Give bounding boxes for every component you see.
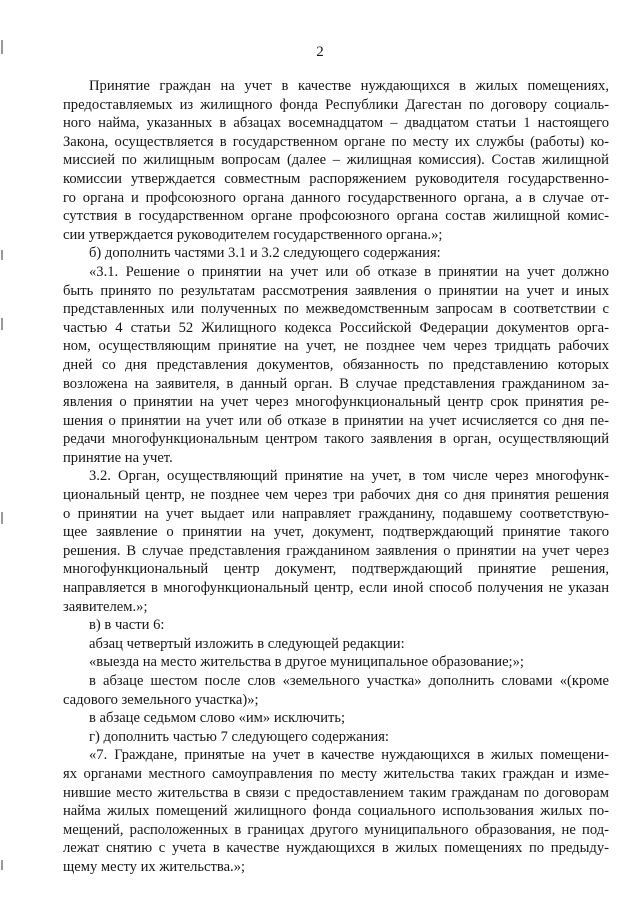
text-line: многофункциональный центр документ, подтверждающий принятие решения, [63, 561, 609, 578]
scan-edge-mark [1, 318, 3, 330]
text-line: абзац четвертый изложить в следующей редакции: [89, 635, 405, 652]
page-number: 2 [316, 44, 324, 60]
text-line: ном, осуществляющим принятие на учет, не позднее чем через тридцать рабочих [63, 338, 609, 355]
text-line: сутствия в государственном органе профсоюзного органа состав жилищной комис- [63, 208, 609, 225]
text-line: нившие место жительства в связи с предоставлением таким гражданам по договорам [63, 784, 609, 801]
text-line: щее заявление о принятии на учет, документ, подтверждающий принятие такого [63, 524, 609, 541]
text-line: направляется в многофункциональный центр, если иной способ получения не указан [63, 580, 609, 597]
text-line: «3.1. Решение о принятии на учет или об отказе в принятии на учет должно [89, 263, 609, 280]
text-line: щему месту их жительства.»; [63, 858, 246, 875]
text-line: дней со дня представления документов, обязанность по представлению которых [63, 356, 609, 373]
text-line: возложена на заявителя, в данный орган. В случае представления гражданином за- [63, 375, 609, 392]
text-line: о принятии на учет выдает или направляет гражданину, подавшему соответствую- [63, 505, 609, 522]
text-line: предоставляемых из жилищного фонда Республики Дагестан по договору социаль- [63, 96, 609, 113]
text-line: 3.2. Орган, осуществляющий принятие на учет, в том числе через многофунк- [89, 468, 609, 485]
text-line: сии утверждается руководителем государственного органа.»; [63, 226, 443, 243]
text-line: частью 4 статьи 52 Жилищного кодекса Российской Федерации документов орга- [63, 319, 609, 336]
text-line: найма жилых помещений жилищного фонда социального использования жилых по- [63, 803, 609, 820]
text-line: в абзаце седьмом слово «им» исключить; [89, 710, 346, 727]
text-line: ного найма, указанных в абзацах восемнадцатом – двадцатом статьи 1 настоящего [63, 115, 609, 132]
text-line: го органа и профсоюзного органа данного государственного органа, а в случае от- [63, 189, 609, 206]
text-line: циональный центр, не позднее чем через три рабочих дня со дня принятия решения [63, 487, 609, 504]
scan-edge-mark [1, 250, 3, 260]
text-line: г) дополнить частью 7 следующего содержания: [89, 728, 389, 745]
text-line: быть принято по результатам рассмотрения заявления о принятии на учет и иных [63, 282, 609, 299]
scan-edge-mark [1, 512, 3, 524]
text-line: решения. В случае представления гражданином заявления о принятии на учет через [63, 542, 609, 559]
text-line: представленных или полученных по межведомственным запросам в соответствии с [63, 301, 609, 318]
text-line: в абзаце шестом после слов «земельного участка» дополнить словами «(кроме [89, 673, 609, 689]
document-body [63, 77, 609, 877]
text-line: редачи многофункциональным центром такого заявления в орган, осуществляющий [63, 431, 609, 448]
text-line: шения о принятии на учет или об отказе в принятии на учет исчисляется со дня пе- [63, 412, 609, 429]
text-line: миссией по жилищным вопросам (далее – жилищная комиссия). Состав жилищной [63, 152, 609, 169]
text-line: в) в части 6: [89, 617, 165, 634]
text-line: ях органами местного самоуправления по месту жительства таких граждан и изме- [63, 765, 609, 782]
text-line: явления о принятии на учет через многофункциональный центр срок принятия ре- [63, 394, 609, 411]
text-line: Принятие граждан на учет в качестве нуждающихся в жилых помещениях, [89, 78, 609, 94]
text-line: принятие на учет. [63, 449, 173, 466]
text-line: Закона, осуществляется в государственном органе по месту их службы (работы) ко- [63, 133, 609, 150]
scan-edge-mark [1, 860, 3, 870]
text-line: заявителем.»; [63, 598, 148, 615]
text-line: садового земельного участка)»; [63, 691, 259, 708]
text-line: «выезда на место жительства в другое муниципальное образование;»; [89, 654, 524, 671]
text-line: «7. Граждане, принятые на учет в качестве нуждающихся в жилых помещени- [89, 747, 609, 764]
text-line: мещений, расположенных в границах другого муниципального образования, не под- [63, 821, 609, 838]
text-line: комиссии утверждается совместным распоряжением руководителя государственно- [63, 170, 609, 187]
text-line: лежат снятию с учета в качестве нуждающихся в жилых помещениях по предыду- [63, 840, 609, 857]
text-line: б) дополнить частями 3.1 и 3.2 следующего содержания: [89, 245, 441, 262]
